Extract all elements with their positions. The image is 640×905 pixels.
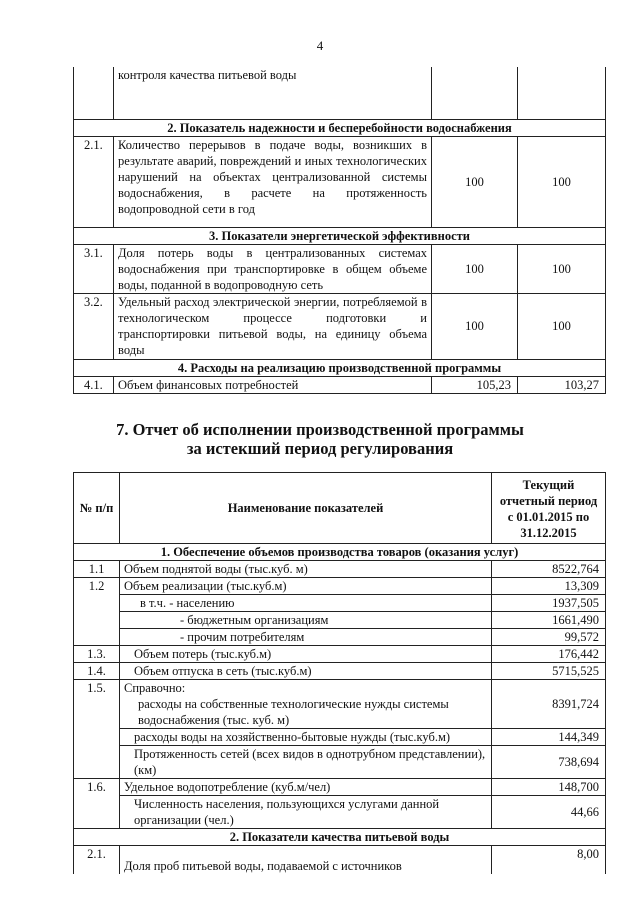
- section-title: 4. Расходы на реализацию производственной программы: [74, 359, 606, 376]
- row-number: 1.6.: [74, 779, 120, 829]
- row-value: 5715,525: [492, 663, 606, 680]
- row-name: Доля проб питьевой воды, подаваемой с источников: [120, 846, 492, 875]
- table-row: [74, 729, 606, 746]
- header-row: [74, 473, 606, 544]
- header-name: Наименование показателей: [120, 473, 492, 544]
- row-value-fact: 100: [518, 136, 606, 227]
- section-title: 2. Показатель надежности и бесперебойности водоснабжения: [74, 119, 606, 136]
- row-value: 13,309: [492, 578, 606, 595]
- section-title: 2. Показатели качества питьевой воды: [74, 829, 606, 846]
- row-value: 8,00: [492, 846, 606, 875]
- row-value-plan: 100: [432, 293, 518, 359]
- row-value: 99,572: [492, 629, 606, 646]
- row-value: 144,349: [492, 729, 606, 746]
- row-number: 1.2: [74, 578, 120, 646]
- row-value: 738,694: [492, 746, 606, 779]
- table-row: [74, 67, 606, 119]
- header-value: Текущий отчетный период с 01.01.2015 по 31.12.2015: [492, 473, 606, 544]
- heading-line-1: 7. Отчет об исполнении производственной программы: [116, 420, 524, 439]
- row-name: Численность населения, пользующихся услугами данной организации (чел.): [120, 796, 492, 829]
- table-row: [74, 663, 606, 680]
- row-name: Удельное водопотребление (куб.м/чел): [120, 779, 492, 796]
- section-row: [74, 544, 606, 561]
- row-value-plan: 105,23: [432, 376, 518, 393]
- row-value-fact: 103,27: [518, 376, 606, 393]
- row-value: 8391,724: [492, 680, 606, 729]
- section-row: [74, 359, 606, 376]
- row-name: контроля качества питьевой воды: [114, 67, 432, 119]
- row-number: 2.1.: [74, 846, 120, 875]
- table-row: [74, 244, 606, 293]
- table-row: [74, 629, 606, 646]
- row-number: 3.1.: [74, 244, 114, 293]
- row-name: расходы воды на хозяйственно-бытовые нужды (тыс.куб.м): [120, 729, 492, 746]
- row-value-plan: 100: [432, 244, 518, 293]
- table-row: [74, 595, 606, 612]
- row-value-plan: 100: [432, 136, 518, 227]
- section-title: 1. Обеспечение объемов производства товаров (оказания услуг): [74, 544, 606, 561]
- row-number: 2.1.: [74, 136, 114, 227]
- row-number: 1.3.: [74, 646, 120, 663]
- row-name: [120, 680, 492, 729]
- row-value-fact: 100: [518, 293, 606, 359]
- row-number: 4.1.: [74, 376, 114, 393]
- row-value: 148,700: [492, 779, 606, 796]
- table-row: [74, 293, 606, 359]
- page-number: 4: [316, 38, 324, 53]
- table-row: [74, 746, 606, 779]
- row-value: 1937,505: [492, 595, 606, 612]
- row-name: Доля потерь воды в централизованных системах водоснабжения при транспортировке в общем объеме воды, поданной в водопроводную сеть: [114, 244, 432, 293]
- report-table: [73, 472, 606, 874]
- heading-line-2: за истекший период регулирования: [186, 439, 454, 458]
- section-row: [74, 119, 606, 136]
- header-num: № п/п: [74, 473, 120, 544]
- row-name: Объем потерь (тыс.куб.м): [120, 646, 492, 663]
- row-name: Протяженность сетей (всех видов в однотрубном представлении), (км): [120, 746, 492, 779]
- section-row: [74, 227, 606, 244]
- row-number: 1.4.: [74, 663, 120, 680]
- row-value-fact: 100: [518, 244, 606, 293]
- row-name: Объем поднятой воды (тыс.куб. м): [120, 561, 492, 578]
- row-name: Объем финансовых потребностей: [114, 376, 432, 393]
- row-name: в т.ч. - населению: [120, 595, 492, 612]
- row-number: 1.5.: [74, 680, 120, 779]
- table-row: [74, 646, 606, 663]
- row-value: 176,442: [492, 646, 606, 663]
- table-row: [74, 680, 606, 729]
- row-number: 1.1: [74, 561, 120, 578]
- row-name: Объем реализации (тыс.куб.м): [120, 578, 492, 595]
- table-row: [74, 779, 606, 796]
- indicators-table: [73, 67, 606, 394]
- table-row: [74, 846, 606, 875]
- row-value: 1661,490: [492, 612, 606, 629]
- section-row: [74, 829, 606, 846]
- row-number: 3.2.: [74, 293, 114, 359]
- table-row: [74, 561, 606, 578]
- table-row: [74, 796, 606, 829]
- reference-text: расходы на собственные технологические нужды системы водоснабжения (тыс. куб. м): [138, 697, 449, 727]
- report-heading: [0, 420, 640, 458]
- reference-label: Справочно:: [124, 681, 186, 695]
- section-title: 3. Показатели энергетической эффективности: [74, 227, 606, 244]
- table-row: [74, 376, 606, 393]
- table-row: [74, 136, 606, 227]
- row-name: - бюджетным организациям: [120, 612, 492, 629]
- row-value: 44,66: [492, 796, 606, 829]
- row-name: Объем отпуска в сеть (тыс.куб.м): [120, 663, 492, 680]
- row-name: Количество перерывов в подаче воды, возникших в результате аварий, повреждений и иных технологических нарушений на объектах централизованной системы водоснабжения, в расчете на протяженность водопроводной сети в год: [114, 136, 432, 227]
- row-name: Удельный расход электрической энергии, потребляемой в технологическом процессе подготовки и транспортировки питьевой воды, на единицу объема воды: [114, 293, 432, 359]
- table-row: [74, 612, 606, 629]
- row-value: 8522,764: [492, 561, 606, 578]
- row-name: - прочим потребителям: [120, 629, 492, 646]
- table-row: [74, 578, 606, 595]
